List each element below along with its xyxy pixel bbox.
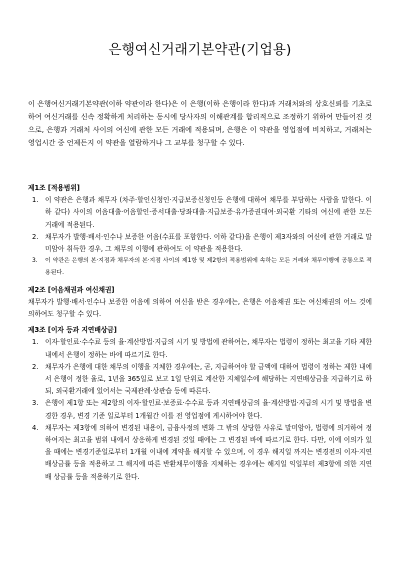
- item-number: 1.: [32, 338, 39, 347]
- item-text: 은행이 제1항 또는 제2항의 이자·할인료·보증료·수수료 등과 지연배상금의 율·계산방법·지급의 시기 및 방법을 변경한 경우, 변경 기준 일로부터 1개월간 이를 전 영업점에 게시하여야 한다.: [45, 399, 372, 420]
- article-3-item: [28, 361, 372, 398]
- article-3-item: [28, 397, 372, 421]
- document-body: [28, 178, 372, 483]
- article-3-item: [28, 336, 372, 360]
- article-1-item: [28, 231, 372, 255]
- item-number: 4.: [32, 423, 39, 432]
- document-title: 은행여신거래기본약관(기업용): [108, 42, 292, 58]
- article-3-heading: 제3조 [이자 등과 지연배상금]: [28, 326, 117, 335]
- item-text: 이자·할인료·수수료 등의 율·계산방법·지급의 시기 및 방법에 관하여는, 채무자는 법령이 정하는 최고율 기타 제한 내에서 은행이 정하는 바에 따르기로 한다.: [45, 338, 372, 359]
- article-1-heading: 제1조 [적용범위]: [28, 184, 80, 192]
- item-text: 채무자가 발행·배서·인수나 보증한 어음(수표를 포함한다. 이하 같다)을 은행이 제3자와의 여신에 관한 거래로 말미암아 취득한 경우, 그 채무의 이행에 관하여도 이 약관을 적용한다.: [45, 232, 372, 254]
- item-number: 1.: [32, 196, 39, 205]
- item-number: 2.: [32, 232, 39, 241]
- article-3-item: [28, 422, 372, 483]
- article-3-list: [28, 336, 372, 482]
- article-1-item: [28, 194, 372, 231]
- item-number: 3.: [32, 258, 38, 265]
- article-2-heading: 제2조 [어음채권과 여신채권]: [28, 285, 115, 294]
- item-text: 이 약관은 은행과 채무자 (차주·할인신청인·지급보증신청인등 은행에 대하여 채무를 부담하는 사람을 말한다. 이하 같다) 사이의 어음대출·어음할인·증서대출·당좌대출·지급보증·유가증권대여·외국환 기타의 여신에 관한 모든 거래에 적용된다.: [45, 196, 372, 229]
- item-text: 채무자는 제3항에 의하여 변경된 내용이, 금융사정의 변화 그 밖의 상당한 사유로 말미암아, 법령에 의거하여 정하여지는 최고율 범위 내에서 상응하게 변경된 것일 때에는 그 변경된 바에 따르기로 한다. 다만, 이에 이의가 있을 때에는 변경기준일로부터 1개월 이내에 계약을 해지할 수 있으며, 이 경우 해지일 까지는 변경전의 이자·지연 배상금률 등을 적용하고 그 해지에 따른 반환채무이행을 지체하는 경우에는 해지일 익일부터 제3항에 의한 지연배 상금률 등을 적용하기로 한다.: [45, 423, 372, 481]
- intro-paragraph: 이 은행여신거래기본약관(이하 약관이라 한다)은 이 은행(이하 은행이라 한다)과 거래처와의 상호신뢰를 기초로 하여 여신거래를 신속 정확하게 처리하는 동시에 당사자의 이해관계를 합리적으로 조정하기 위하여 만들어진 것으로, 은행과 거래처 사이의 여신에 관한 모든 거래에 적용되며, 은행은 이 약관을 영업점에 비치하고, 거래처는 영업시간 중 언제든지 이 약관을 열람하거나 그 교부를 청구할 수 있다.: [28, 99, 372, 147]
- item-text: 이 약관은 은행의 본·지점과 채무자의 본·지점 사이의 제1항 및 제2항의 적용범위에 속하는 모든 거래와 채무이행에 공통으로 적용된다.: [45, 258, 372, 277]
- article-1-item: [28, 255, 372, 279]
- item-number: 2.: [32, 362, 39, 371]
- item-text: 채무자가 은행에 대한 채무의 이행을 지체한 경우에는, 곧, 지급하여야 할 금액에 대하여 법령이 정하는 제한 내에서 은행이 정한 율로, 1년을 365일로 보고 1일 단위로 계산한 지체일수에 해당하는 지연배상금을 지급하기로 하되, 외국환거래에 있어서는 국제관례·상관습 등에 따른다.: [45, 362, 372, 396]
- item-number: 3.: [32, 399, 39, 408]
- article-2-text: 채무자가 발행·배서·인수나 보증한 어음에 의하여 여신을 받은 경우에는, 은행은 어음채권 또는 여신채권의 어느 것에 의하여도 청구할 수 있다.: [28, 297, 372, 319]
- article-1-list: [28, 194, 372, 279]
